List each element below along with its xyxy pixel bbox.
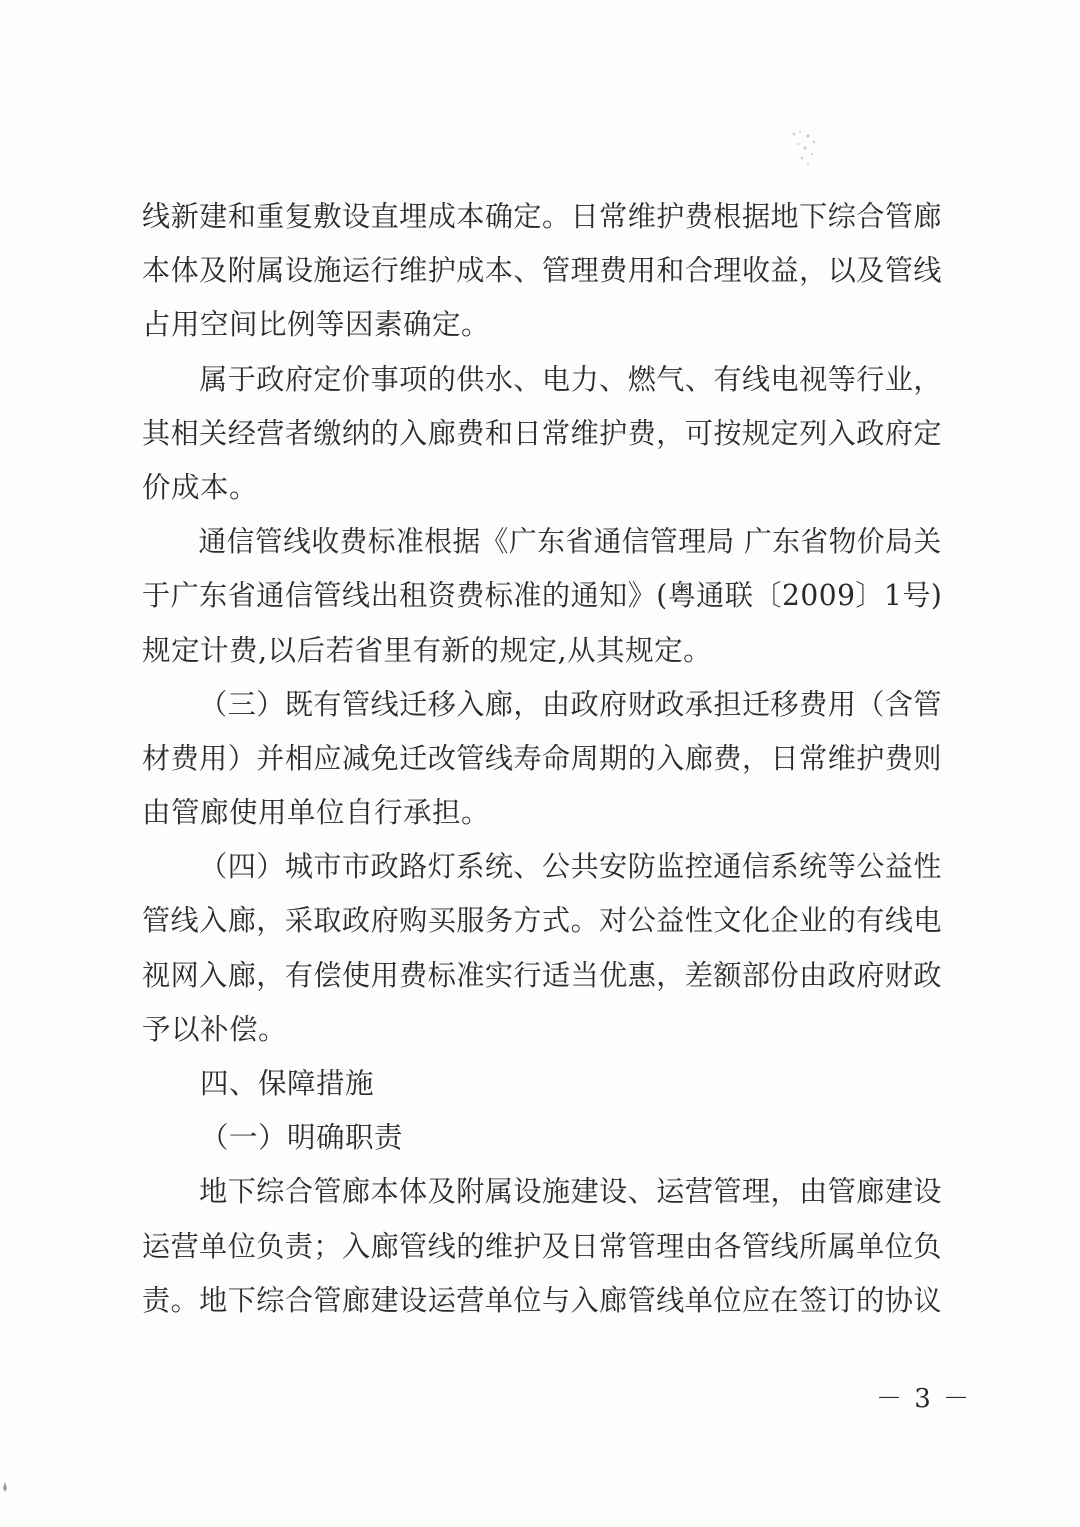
paragraph-start-line: （三）既有管线迁移入廊，由政府财政承担迁移费用（含管 — [199, 687, 942, 721]
subsection-heading: （一）明确职责 — [200, 1121, 404, 1155]
text-line: 规定计费,以后若省里有新的规定,从其规定。 — [142, 633, 713, 667]
text-line: 线新建和重复敷设直埋成本确定。日常维护费根据地下综合管廊 — [142, 200, 942, 233]
text-line: 其相关经营者缴纳的入廊费和日常维护费，可按规定列入政府定 — [142, 416, 942, 450]
paragraph-start-line: 地下综合管廊本体及附属设施建设、运营管理，由管廊建设 — [199, 1175, 942, 1209]
text-line: 予以补偿。 — [142, 1012, 288, 1046]
text-line: 由管廊使用单位自行承担。 — [142, 796, 491, 830]
stamp-trace-mark — [788, 128, 822, 168]
paragraph-start-line: （四）城市市政路灯系统、公共安防监控通信系统等公益性 — [199, 850, 942, 884]
text-line: 责。地下综合管廊建设运营单位与入廊管线单位应在签订的协议 — [142, 1283, 942, 1317]
document-body — [142, 190, 942, 1328]
text-line: 于广东省通信管线出租资费标准的通知》(粤通联〔2009〕1号) — [142, 579, 943, 613]
text-line: 运营单位负责；入廊管线的维护及日常管理由各管线所属单位负 — [142, 1229, 942, 1263]
section-heading: 四、保障措施 — [200, 1067, 375, 1100]
paragraph-start-line: 属于政府定价事项的供水、电力、燃气、有线电视等行业， — [199, 362, 942, 396]
paragraph-start-line: 通信管线收费标准根据《广东省通信管理局 广东省物价局关 — [198, 525, 942, 559]
text-line: 占用空间比例等因素确定。 — [142, 308, 491, 342]
text-line: 视网入廊，有偿使用费标准实行适当优惠，差额部份由政府财政 — [142, 958, 942, 992]
text-line: 价成本。 — [142, 470, 259, 504]
page-number: － 3 － — [876, 1384, 972, 1414]
text-line: 管线入廊，采取政府购买服务方式。对公益性文化企业的有线电 — [142, 904, 942, 938]
text-line: 材费用）并相应减免迁改管线寿命周期的入廊费，日常维护费则 — [142, 741, 942, 775]
scan-edge-mark — [2, 1482, 8, 1492]
text-line: 本体及附属设施运行维护成本、管理费用和合理收益，以及管线 — [142, 254, 942, 288]
